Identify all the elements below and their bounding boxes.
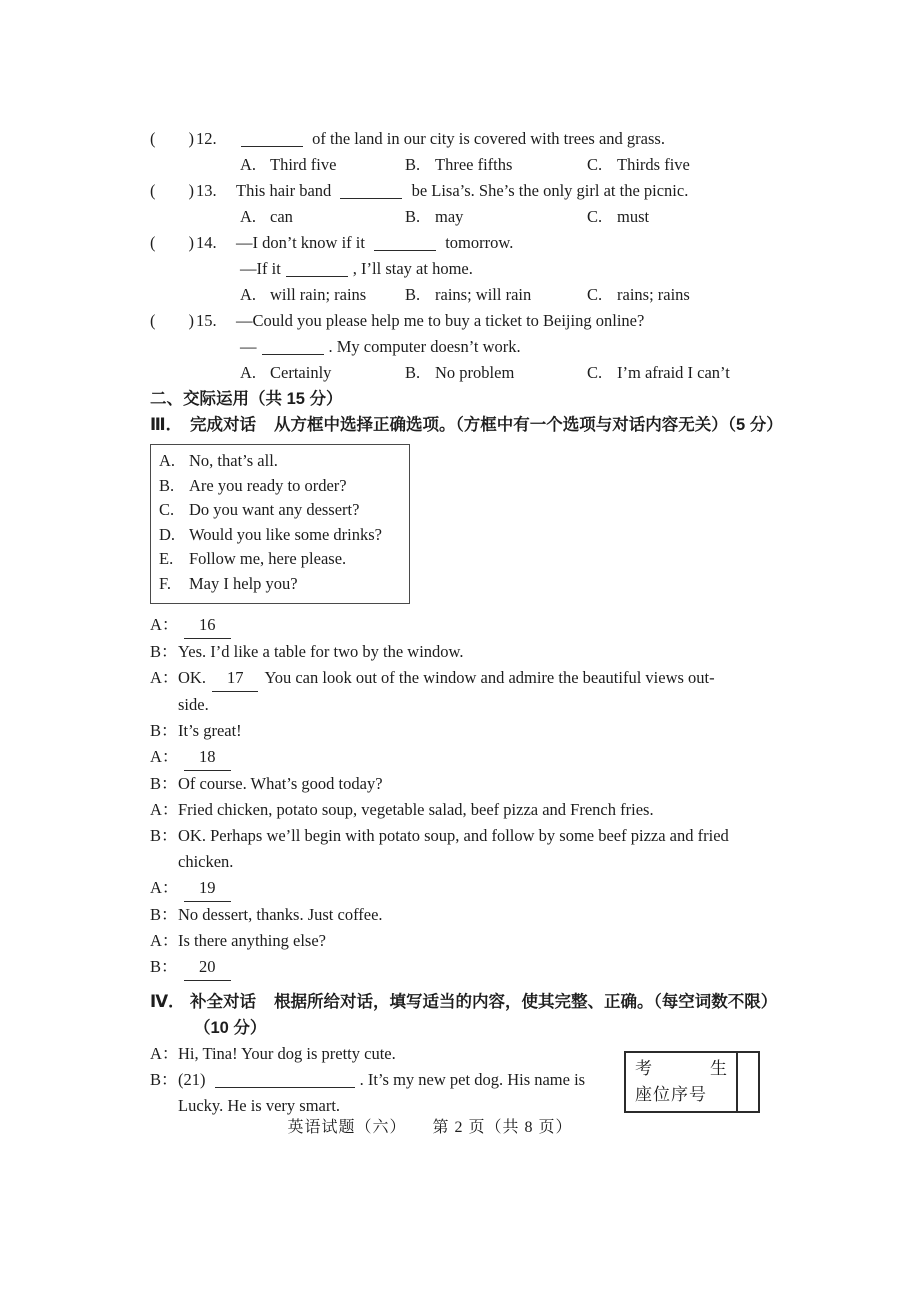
question-number: 14.: [196, 233, 217, 252]
question-15-options: [150, 360, 870, 386]
speaker-label: A：: [150, 1043, 179, 1063]
speaker-label: B：: [150, 825, 178, 845]
dialogue-text: Of course. What’s good today?: [178, 773, 383, 793]
answer-blank: [262, 354, 324, 355]
speaker-label: A：: [150, 746, 179, 766]
question-13-options: [150, 204, 870, 230]
question-text: This hair band: [236, 181, 332, 200]
option-label: C.: [587, 207, 603, 226]
question-text: tomorrow.: [445, 233, 514, 252]
option-label: D.: [159, 524, 176, 544]
speaker-label: B：: [150, 1069, 178, 1089]
speaker-label: B：: [150, 904, 178, 924]
option-text: rains; will rain: [435, 285, 532, 304]
option-text: No problem: [435, 363, 515, 382]
box-option-a: [159, 449, 401, 474]
option-label: C.: [587, 363, 603, 382]
option-c: [587, 152, 690, 178]
option-b: [405, 282, 587, 308]
option-text: Certainly: [270, 363, 332, 382]
question-14-options: [150, 282, 870, 308]
option-text: May I help you?: [189, 573, 298, 593]
option-label: B.: [159, 475, 175, 495]
answer-blank: [286, 276, 348, 277]
speaker-label: A：: [150, 667, 179, 687]
footer-page-number: 第 2 页（共 8 页）: [432, 1119, 573, 1136]
box-option-c: [159, 498, 401, 523]
section-roman-numeral: Ⅲ．: [150, 416, 183, 434]
option-label: A.: [240, 155, 257, 174]
question-15-stem: [150, 308, 870, 334]
dialogue-continuation: Lucky. He is very smart.: [178, 1095, 341, 1115]
seat-box-label-line2: 座位序号: [635, 1085, 707, 1104]
section-roman-numeral: Ⅳ．: [150, 992, 185, 1011]
seat-box-char: 生: [710, 1059, 727, 1078]
option-text: Three fifths: [435, 155, 513, 174]
footer-paper-title: 英语试题（六）: [287, 1119, 407, 1136]
section-4-points: （10 分）: [194, 1018, 267, 1037]
section-title: 补全对话: [190, 992, 256, 1011]
dialogue-line: [150, 928, 870, 954]
dialogue-line: [150, 823, 870, 849]
option-text: No, that’s all.: [189, 451, 278, 470]
section-instructions: 根据所给对话，填写适当的内容，使其完整、正确。（每空词数不限）: [274, 992, 778, 1011]
dialogue-continuation: side.: [178, 694, 209, 714]
question-15-stem-line2: [150, 334, 870, 360]
page-footer: [0, 1114, 920, 1137]
dialogue-text: No dessert, thanks. Just coffee.: [178, 904, 383, 924]
dialogue-text: You can look out of the window and admire the beautiful views out-: [264, 667, 715, 687]
option-text: rains; rains: [617, 285, 690, 304]
option-text: Third five: [270, 155, 337, 174]
dialogue-text: . It’s my new pet dog. His name is: [359, 1069, 586, 1089]
question-number: 15.: [196, 311, 217, 330]
section-4-header: [150, 989, 870, 1015]
dialogue-line: [150, 665, 870, 692]
option-c: [587, 204, 649, 230]
dialogue-line: [150, 771, 870, 797]
option-text: Are you ready to order?: [189, 475, 347, 495]
option-text: may: [435, 207, 464, 226]
option-text: Do you want any dessert?: [189, 500, 360, 520]
speaker-label: B：: [150, 720, 178, 740]
question-text: be Lisa’s. She’s the only girl at the picnic.: [411, 181, 689, 200]
option-b: [405, 360, 587, 386]
option-a: [240, 282, 405, 308]
option-label: C.: [159, 500, 175, 520]
answer-blank-21: [215, 1087, 355, 1088]
question-13-stem: [150, 178, 870, 204]
answer-blank: [374, 250, 436, 251]
question-14-stem: [150, 230, 870, 256]
question-14-stem-line2: [150, 256, 870, 282]
speaker-label: B：: [150, 956, 178, 976]
question-12-stem: [150, 126, 870, 152]
dialogue-text: Is there anything else?: [178, 930, 326, 950]
answer-bracket: ( ): [150, 129, 194, 148]
dialogue-line: [150, 718, 870, 744]
blank-20: 20: [184, 954, 231, 981]
section-instructions: 从方框中选择正确选项。（方框中有一个选项与对话内容无关）（5 分）: [274, 416, 783, 434]
box-option-f: [159, 572, 401, 597]
option-label: F.: [159, 573, 171, 593]
question-text: —If it: [240, 259, 281, 278]
option-text: must: [617, 207, 650, 226]
option-label: A.: [240, 285, 257, 304]
speaker-label: B：: [150, 641, 178, 661]
question-12-options: [150, 152, 870, 178]
option-label: B.: [405, 285, 421, 304]
answer-blank: [340, 198, 402, 199]
option-label: A.: [159, 451, 176, 470]
question-number: 13.: [196, 181, 217, 200]
dialogue-text: Hi, Tina! Your dog is pretty cute.: [178, 1043, 396, 1063]
dialogue-text: Yes. I’d like a table for two by the window.: [178, 641, 464, 661]
option-text: will rain; rains: [270, 285, 367, 304]
answer-blank: [241, 146, 303, 147]
speaker-label: B：: [150, 773, 178, 793]
dialogue-line: [150, 612, 870, 639]
question-text: —: [240, 337, 257, 356]
option-text: Follow me, here please.: [189, 549, 347, 569]
option-a: [240, 204, 405, 230]
blank-19: 19: [184, 875, 231, 902]
option-label: E.: [159, 549, 174, 569]
speaker-label: A：: [150, 877, 179, 897]
option-text: Thirds five: [617, 155, 690, 174]
dialogue-text: It’s great!: [178, 720, 242, 740]
blank-21-label: (21): [178, 1069, 206, 1089]
exam-content: [150, 126, 870, 1119]
dialogue-continuation: chicken.: [178, 851, 234, 871]
speaker-label: A：: [150, 614, 179, 634]
option-text: I’m afraid I can’t: [617, 363, 730, 382]
speaker-label: A：: [150, 799, 179, 819]
question-text: —Could you please help me to buy a ticket to Beijing online?: [236, 311, 645, 330]
answer-bracket: ( ): [150, 311, 194, 330]
question-text: —I don’t know if it: [236, 233, 365, 252]
option-a: [240, 152, 405, 178]
answer-bracket: ( ): [150, 181, 194, 200]
question-text: of the land in our city is covered with trees and grass.: [312, 129, 665, 148]
option-label: B.: [405, 363, 421, 382]
dialogue-line: [150, 744, 870, 771]
seat-box-char: 考: [635, 1059, 652, 1078]
option-b: [405, 152, 587, 178]
blank-16: 16: [184, 612, 231, 639]
option-a: [240, 360, 405, 386]
question-text: . My computer doesn’t work.: [328, 337, 521, 356]
option-text: Would you like some drinks?: [189, 524, 382, 544]
dialogue-text: OK. Perhaps we’ll begin with potato soup, and follow by some beef pizza and fried: [178, 825, 729, 845]
section-2-header: 二、交际运用（共 15 分）: [150, 390, 343, 408]
option-c: [587, 282, 690, 308]
option-label: A.: [240, 207, 257, 226]
seat-box-label-line1: [635, 1056, 727, 1082]
dialogue-line: [150, 954, 870, 981]
dialogue-text: OK.: [178, 667, 206, 687]
question-number: 12.: [196, 129, 217, 148]
dialogue-line: [150, 797, 870, 823]
box-option-d: [159, 523, 401, 548]
option-text: can: [270, 207, 293, 226]
answer-bracket: ( ): [150, 233, 194, 252]
dialogue-line: [150, 1041, 870, 1067]
question-text: , I’ll stay at home.: [352, 259, 473, 278]
option-label: B.: [405, 207, 421, 226]
option-c: [587, 360, 730, 386]
blank-17: 17: [212, 665, 259, 692]
dialogue-line: [150, 639, 870, 665]
section-3-header: [150, 412, 870, 438]
dialogue-text: Fried chicken, potato soup, vegetable salad, beef pizza and French fries.: [178, 799, 654, 819]
option-label: B.: [405, 155, 421, 174]
option-label: A.: [240, 363, 257, 382]
dialogue-line: [150, 875, 870, 902]
option-b: [405, 204, 587, 230]
box-option-b: [159, 474, 401, 499]
dialogue-line: [150, 1067, 870, 1093]
dialogue-line: [150, 902, 870, 928]
speaker-label: A：: [150, 930, 179, 950]
choice-box: [150, 444, 410, 604]
option-label: C.: [587, 285, 603, 304]
seat-box-labels: [626, 1053, 736, 1111]
section-title: 完成对话: [190, 416, 256, 434]
option-label: C.: [587, 155, 603, 174]
box-option-e: [159, 547, 401, 572]
seat-number-cell: [736, 1053, 758, 1111]
examinee-seat-box: [624, 1051, 760, 1113]
blank-18: 18: [184, 744, 231, 771]
